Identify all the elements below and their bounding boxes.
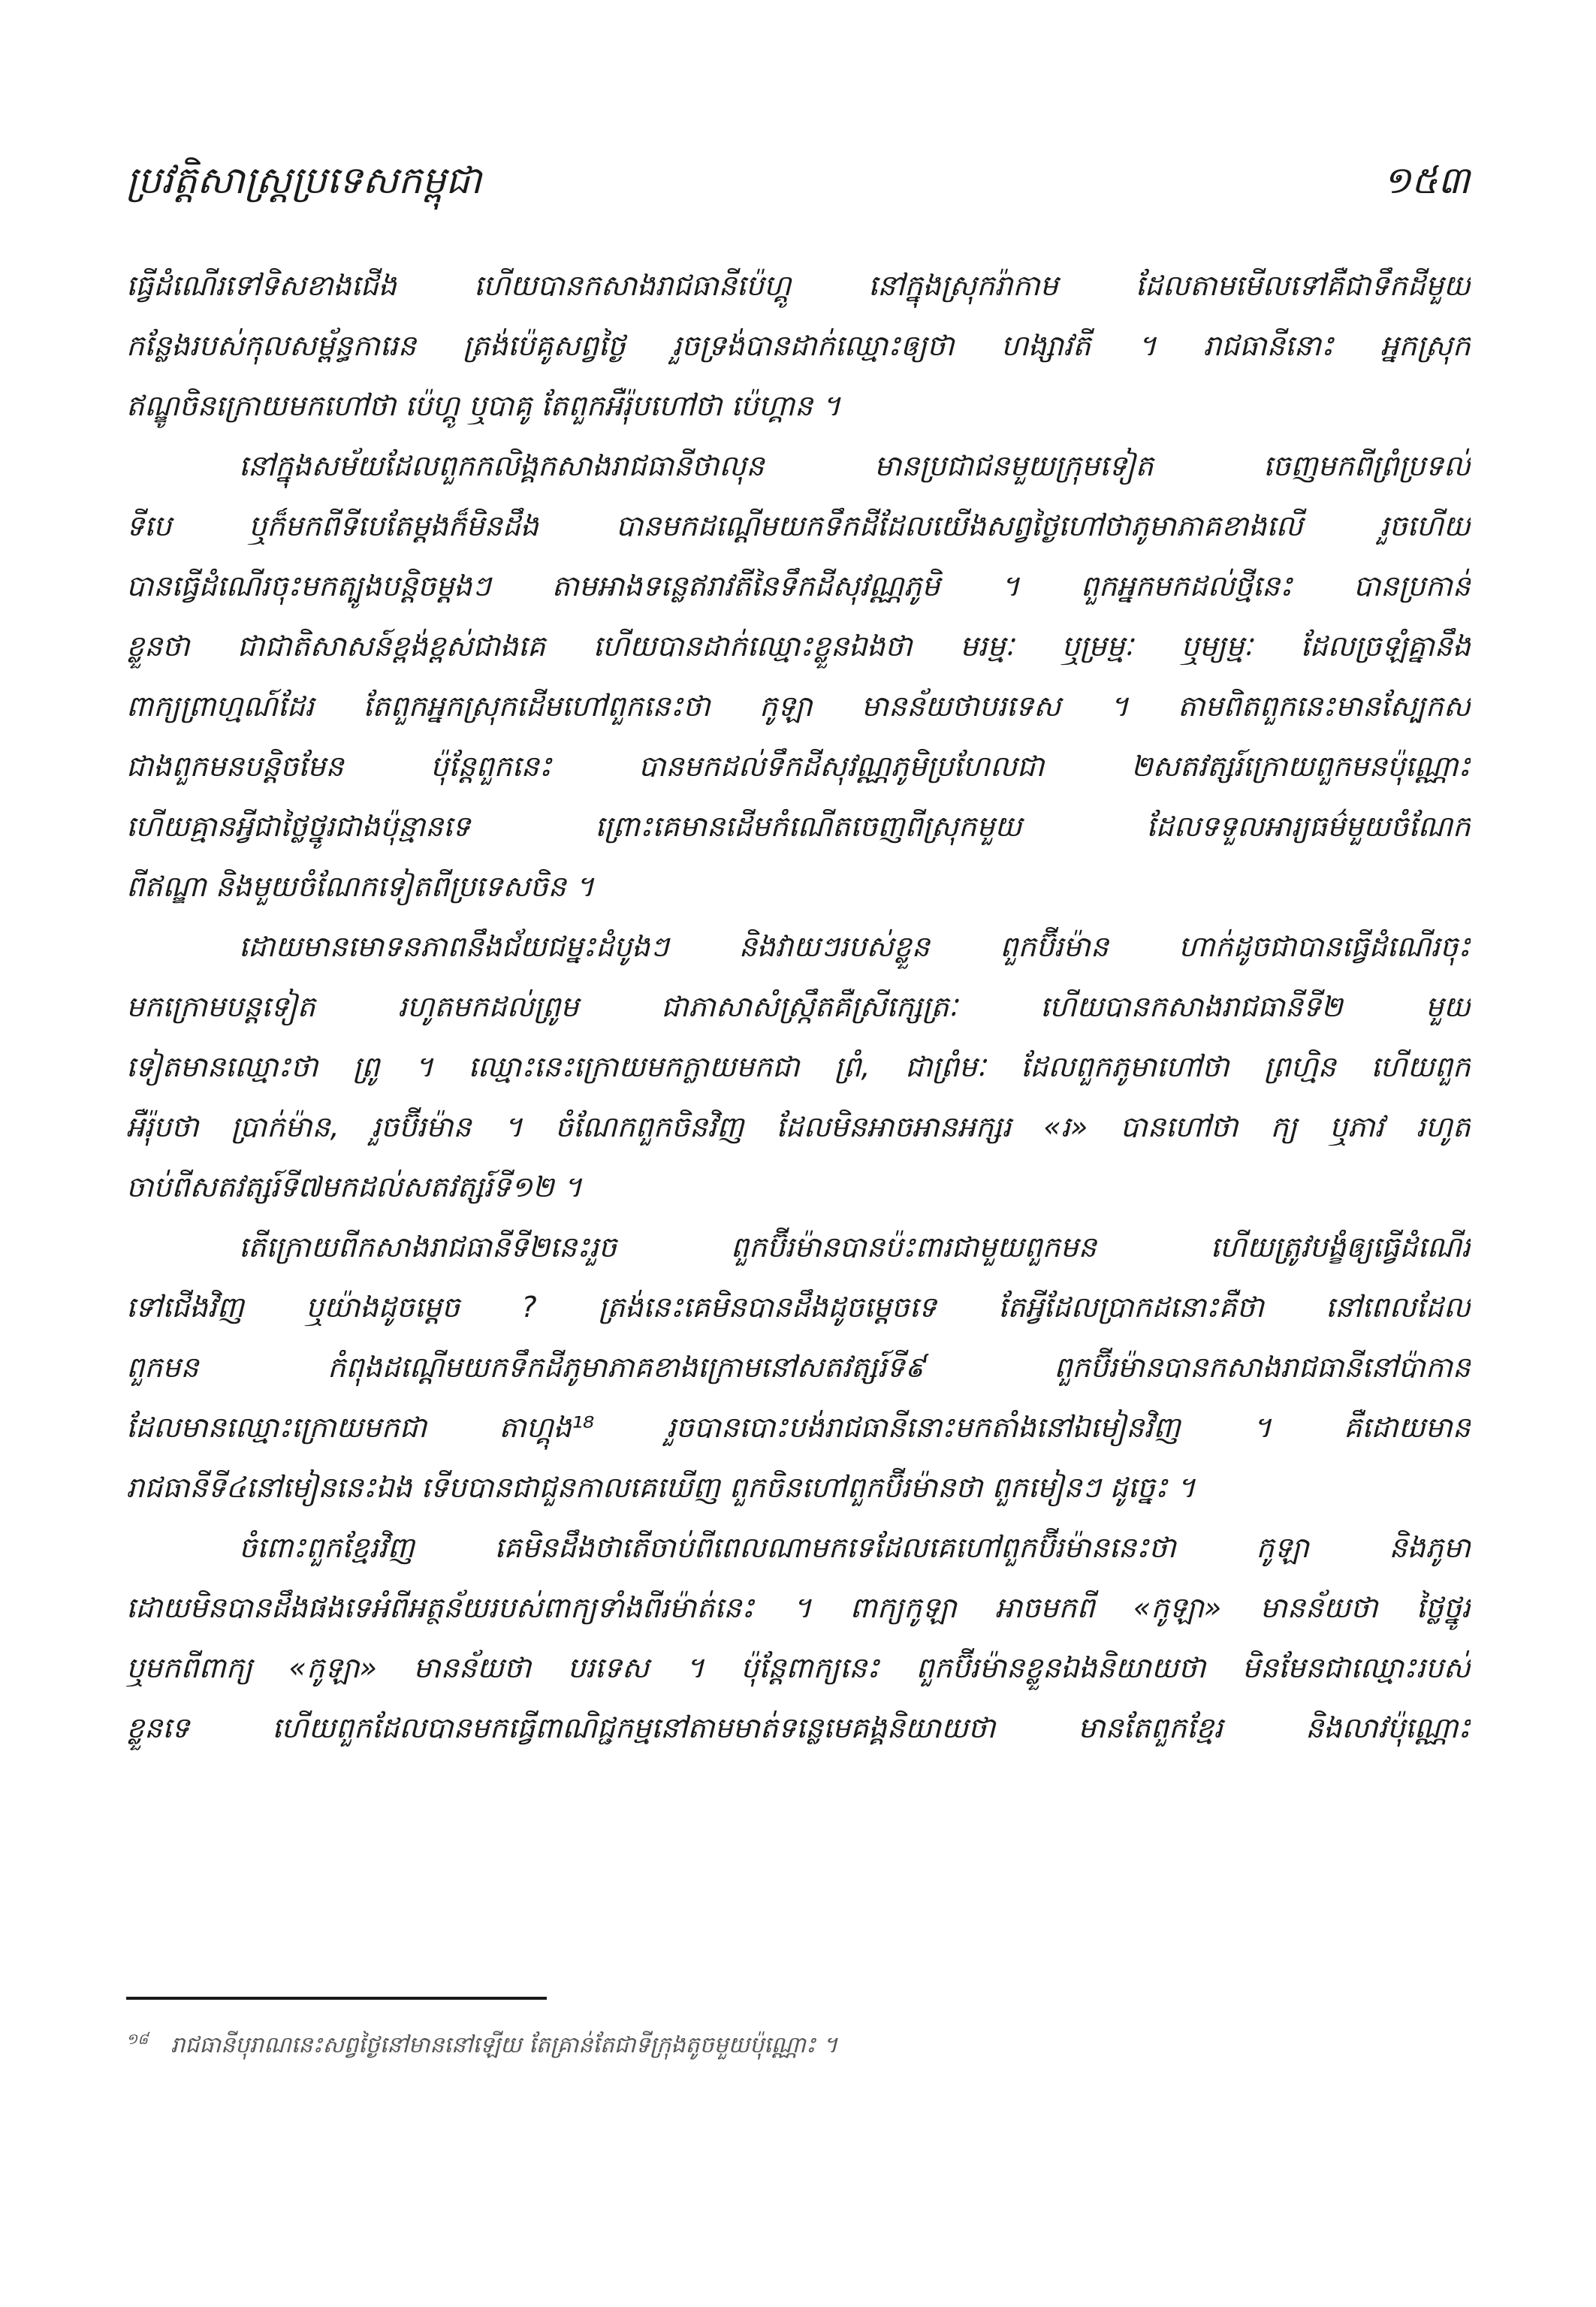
text-line: ហើយគ្មានអ្វីជាថ្លៃថ្នូរជាងប៉ុន្មានទេ ព្រោះគេមានដើមកំណើតចេញពីស្រុកមួយ ដែលទទួលអារ្យធម៌មួយចំណែក (126, 810, 1471, 843)
text-line: ចាប់ពីសតវត្សរ៍ទី៧មកដល់សតវត្សរ៍ទី១២ ។ (126, 1170, 582, 1203)
text-line: តើក្រោយពីកសាងរាជធានីទី២នេះរួច ពួកប៊ីរម៉ានបានប៉ះពារជាមួយពួកមន ហើយត្រូវបង្ខំឲ្យធ្វើដំណើរ (239, 1231, 1471, 1264)
text-line: រាជធានីទី៤នៅមៀននេះឯង ទើបបានជាជួនកាលគេឃើញ ពួកចិនហៅពួកប៊ីរម៉ានថា ពួកមៀនៗ ដូច្នេះ ។ (126, 1471, 1196, 1504)
text-line: ធ្វើដំណើរទៅទិសខាងជើង ហើយបានកសាងរាជធានីប៉េហ្គូ នៅក្នុងស្រុករ៉ាកាម ដែលតាមមើលទៅគឺជាទឹកដីមួយ (126, 269, 1471, 302)
text-line: ឥណ្ឌូចិនក្រោយមកហៅថា ប៉េហ្គូ ឬបាគូ តែពួកអឺរ៉ុបហៅថា ប៉េហ្គាន ។ (126, 389, 841, 422)
text-line: ពីឥណ្ឌា និងមួយចំណែកទៀតពីប្រទេសចិន ។ (126, 870, 594, 903)
text-line: មកក្រោមបន្តទៀត រហូតមកដល់ព្រូម ជាភាសាសំស្ក្រឹតគឺស្រីក្សេត្រៈ ហើយបានកសាងរាជធានីទី២ មួយ (126, 990, 1471, 1023)
footnote-number: ១៨ (126, 2030, 149, 2048)
body-text (126, 255, 1471, 1758)
page-header (126, 150, 1470, 210)
text-line: បានធ្វើដំណើរចុះមកត្បូងបន្តិចម្ដងៗ តាមអាងទន្លេឥរាវតីនៃទឹកដីសុវណ្ណភូមិ ។ ពួកអ្នកមកដល់ថ្មីនេះ បានប្រកាន់ (126, 569, 1471, 602)
text-line: ចំពោះពួកខ្មែរវិញ គេមិនដឹងថាតើចាប់ពីពេលណាមកទេដែលគេហៅពួកប៊ីរម៉ាននេះថា កូឡា និងភូមា (239, 1531, 1471, 1564)
text-line: ពួកមន កំពុងដណ្ដើមយកទឹកដីភូមាភាគខាងក្រោមនៅសតវត្សរ៍ទី៩ ពួកប៊ីរម៉ានបានកសាងរាជធានីនៅប៉ាកាន (126, 1351, 1471, 1384)
text-line: កន្លែងរបស់កុលសម្ព័ន្ធការេន ត្រង់ប៉េគូសព្វថ្ងៃ រួចទ្រង់បានដាក់ឈ្មោះឲ្យថា ហង្សាវតី ។ រាជធានីនោះ អ្នកស្រុក (126, 329, 1471, 362)
text-line: ដែលមានឈ្មោះក្រោយមកជា តាហ្គុង¹⁸ រួចបានបោះបង់រាជធានីនោះមកតាំងនៅឯមៀនវិញ ។ គឺដោយមាន (126, 1411, 1471, 1444)
text-line: ដោយមិនបានដឹងផងទេអំពីអត្ថន័យរបស់ពាក្យទាំងពីរម៉ាត់នេះ ។ ពាក្យកូឡា អាចមកពី «កូឡា» មានន័យថា ថ្លៃថ្នូរ (126, 1591, 1471, 1624)
text-line: ខ្លួនថា ជាជាតិសាសន៍ខ្ពង់ខ្ពស់ជាងគេ ហើយបានដាក់ឈ្មោះខ្លួនឯងថា មរម្មៈ ឬម្រម្មៈ ឬម្យម្មៈ ដែលច្រឡំគ្នានឹង (126, 630, 1471, 663)
text-line: ទៀតមានឈ្មោះថា ព្រូ ។ ឈ្មោះនេះក្រោយមកក្លាយមកជា ព្រំ, ជាព្រំមៈ ដែលពួកភូមាហៅថា ព្រហ្មិន ហើយពួក (126, 1050, 1471, 1083)
text-line: ឬមកពីពាក្យ «កូឡា» មានន័យថា បរទេស ។ ប៉ុន្តែពាក្យនេះ ពួកប៊ីរម៉ានខ្លួនឯងនិយាយថា មិនមែនជាឈ្មោះរបស់ (126, 1651, 1471, 1684)
footnote-text: រាជធានីបុរាណនេះសព្វថ្ងៃនៅមាននៅឡើយ តែគ្រាន់តែជាទីក្រុងតូចមួយប៉ុណ្ណោះ ។ (170, 2032, 838, 2058)
footnote-separator (126, 1997, 547, 2000)
footnote (126, 2021, 837, 2064)
text-line: ទីបេ ឬក៏មកពីទីបេតែម្ដងក៏មិនដឹង បានមកដណ្ដើមយកទឹកដីដែលយើងសព្វថ្ងៃហៅថាភូមាភាគខាងលើ រួចហើយ (126, 509, 1471, 542)
text-line: អឺរ៉ុបថា ប្រាក់ម៉ាន, រួចប៊ីរម៉ាន ។ ចំណែកពួកចិនវិញ ដែលមិនអាចអានអក្សរ «រ» បានហៅថា ក្យ ឬភាវ រហូត (126, 1110, 1471, 1143)
page-number: ១៥៣ (1383, 159, 1470, 202)
text-line: ដោយមានមោទនភាពនឹងជ័យជម្នះដំបូងៗ និងវាយៗរបស់ខ្លួន ពួកប៊ីរម៉ាន ហាក់ដូចជាបានធ្វើដំណើរចុះ (239, 930, 1471, 963)
running-title: ប្រវត្តិសាស្ត្រប្រទេសកម្ពុជា (126, 159, 482, 202)
text-line: ទៅជើងវិញ ឬយ៉ាងដូចម្ដេច ? ត្រង់នេះគេមិនបានដឹងដូចម្ដេចទេ តែអ្វីដែលប្រាកដនោះគឺថា នៅពេលដែល (126, 1291, 1471, 1324)
text-line: ពាក្យព្រាហ្មណ៍ដែរ តែពួកអ្នកស្រុកដើមហៅពួកនេះថា កូឡា មានន័យថាបរទេស ។ តាមពិតពួកនេះមានស្បែកស (126, 690, 1471, 723)
text-line: នៅក្នុងសម័យដែលពួកកលិង្គកសាងរាជធានីថាលុន មានប្រជាជនមួយក្រុមទៀត ចេញមកពីព្រំប្រទល់ (239, 449, 1471, 482)
text-line: ខ្លួនទេ ហើយពួកដែលបានមកធ្វើពាណិជ្ជកម្មនៅតាមមាត់ទន្លេមេគង្គនិយាយថា មានតែពួកខ្មែរ និងលាវប៉ុណ្ណោះ (126, 1711, 1471, 1744)
text-line: ជាងពួកមនបន្តិចមែន ប៉ុន្តែពួកនេះ បានមកដល់ទឹកដីសុវណ្ណភូមិប្រហែលជា ២សតវត្សរ៍ក្រោយពួកមនប៉ុណ្ណោះ (126, 750, 1471, 783)
